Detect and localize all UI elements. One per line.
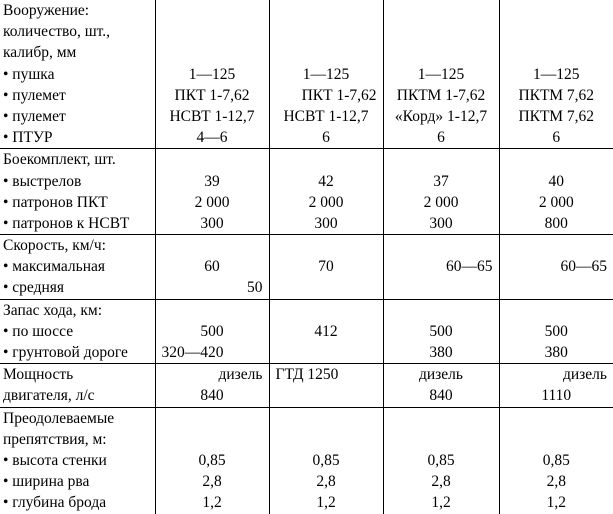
spec-value-line: ПКТ 1-7,62 (301, 86, 377, 104)
spec-value-line: 1—125 (533, 65, 580, 83)
spec-value-line (270, 342, 383, 363)
spec-label-line: • ПТУР (3, 129, 53, 147)
spec-value-line: 1110 (541, 387, 572, 405)
spec-label-line: Боекомплект, шт. (3, 151, 116, 169)
spec-value-line (156, 408, 269, 429)
spec-value-line (156, 0, 269, 21)
spec-label-line: Преодолеваемые (3, 409, 115, 427)
spec-value-line: 0,85 (312, 451, 340, 469)
spec-value-cell (269, 407, 383, 513)
spec-value-cell (499, 149, 613, 235)
spec-value-line (270, 429, 383, 450)
spec-group-row (0, 407, 613, 513)
spec-value-line: 500 (200, 322, 224, 340)
spec-label-line: • грунтовой дороге (3, 344, 128, 361)
spec-value-cell (383, 235, 499, 300)
spec-value-line (270, 277, 383, 298)
spec-value-line (500, 408, 613, 429)
spec-value-line: 840 (200, 387, 224, 405)
spec-value-line (156, 429, 269, 450)
spec-value-line: 380 (429, 344, 453, 361)
spec-label-line: • пулемет (3, 107, 66, 125)
spec-value-line: 2,8 (316, 473, 336, 491)
spec-value-cell (155, 407, 269, 513)
spec-label-cell (0, 299, 155, 364)
spec-value-cell (155, 299, 269, 364)
spec-label-line: • патронов ПКТ (3, 193, 108, 211)
spec-value-cell (499, 299, 613, 364)
spec-value-line: 0,85 (198, 451, 226, 469)
spec-label-line: Скорость, км/ч: (3, 237, 106, 255)
spec-value-cell (499, 0, 613, 149)
spec-label-line: • средняя (3, 279, 65, 297)
spec-value-line (270, 0, 383, 21)
spec-value-line: 37 (433, 172, 449, 190)
spec-label-line: • глубина брода (3, 494, 107, 512)
spec-label-line: Мощность (3, 366, 74, 384)
spec-value-line (384, 0, 499, 21)
spec-label-cell (0, 0, 155, 149)
spec-value-line: 39 (204, 172, 220, 190)
spec-value-line: 500 (429, 322, 453, 340)
spec-value-line: ПКТМ 1-7,62 (396, 86, 486, 104)
spec-value-line (384, 149, 499, 170)
spec-value-cell (155, 235, 269, 300)
spec-value-line: ГТД 1250 (275, 366, 339, 384)
spec-value-line: 500 (544, 322, 568, 340)
spec-value-line: 1,2 (202, 494, 222, 512)
spec-value-line (156, 235, 269, 256)
spec-value-line: 412 (314, 322, 338, 340)
spec-label-line: • патронов к НСВТ (3, 214, 130, 232)
spec-value-line: 300 (314, 214, 338, 232)
spec-value-line: ПКТМ 7,62 (518, 107, 595, 125)
spec-value-line: 1,2 (431, 494, 451, 512)
spec-value-line: 1,2 (316, 494, 336, 512)
spec-value-line: 2 000 (423, 193, 459, 211)
spec-value-line (156, 42, 269, 63)
spec-value-line: 60—65 (560, 258, 607, 276)
spec-value-cell (499, 407, 613, 513)
spec-value-cell (269, 235, 383, 300)
spec-value-line: 50 (247, 279, 263, 297)
spec-group-row (0, 364, 613, 407)
spec-value-line: ПКТМ 7,62 (518, 86, 595, 104)
spec-value-line (500, 149, 613, 170)
spec-label-line: двигателя, л/с (3, 387, 95, 405)
spec-value-line (500, 21, 613, 42)
spec-value-line: 42 (318, 172, 334, 190)
spec-group-row (0, 0, 613, 149)
spec-value-line: 1—125 (188, 65, 236, 83)
spec-label-line: • пушка (3, 65, 55, 83)
spec-label-line: • выстрелов (3, 172, 82, 190)
spec-value-cell (383, 407, 499, 513)
spec-value-line (270, 408, 383, 429)
spec-value-cell (383, 299, 499, 364)
spec-label-line: препятствия, м: (3, 430, 107, 448)
spec-value-line: дизель (419, 366, 463, 384)
spec-value-cell (155, 0, 269, 149)
spec-value-line (500, 42, 613, 63)
spec-value-line: 70 (318, 258, 334, 276)
spec-label-line: Вооружение: (3, 2, 90, 19)
spec-value-line (270, 385, 383, 406)
spec-value-line: 2,8 (202, 473, 222, 491)
spec-value-line: 2,8 (546, 473, 566, 491)
spec-value-cell (155, 364, 269, 407)
spec-label-line: калибр, мм (3, 44, 77, 62)
spec-value-line (500, 429, 613, 450)
spec-value-line: 2,8 (431, 473, 451, 491)
spec-value-cell (269, 299, 383, 364)
spec-label-cell (0, 407, 155, 513)
spec-value-line: 380 (544, 344, 568, 361)
spec-label-line: • пулемет (3, 86, 66, 104)
spec-value-line (270, 235, 383, 256)
spec-group-row (0, 149, 613, 235)
spec-value-line (384, 42, 499, 63)
spec-value-cell (383, 364, 499, 407)
spec-value-line: ПКТ 1-7,62 (174, 86, 250, 104)
spec-value-line (384, 235, 499, 256)
spec-value-cell (383, 0, 499, 149)
spec-value-line: 60—65 (446, 258, 493, 276)
spec-value-cell (383, 149, 499, 235)
spec-value-cell (155, 149, 269, 235)
spec-label-line: • по шоссе (3, 322, 74, 340)
spec-value-line: 320—420 (161, 344, 224, 361)
spec-label-cell (0, 149, 155, 235)
spec-label-line: • высота стенки (3, 451, 107, 469)
spec-value-line: 1—125 (302, 65, 350, 83)
spec-label-line: • максимальная (3, 258, 106, 276)
spec-group-row (0, 299, 613, 364)
spec-value-cell (499, 364, 613, 407)
spec-value-line: 6 (552, 129, 561, 147)
spec-value-line: 2 000 (538, 193, 574, 211)
spec-label-cell (0, 364, 155, 407)
spec-value-line (384, 300, 499, 321)
spec-value-line: 60 (204, 258, 220, 276)
spec-value-line: 4—6 (196, 129, 228, 147)
spec-value-line (500, 235, 613, 256)
spec-value-line (270, 149, 383, 170)
spec-value-line (156, 300, 269, 321)
spec-value-line: 1,2 (546, 494, 566, 512)
spec-value-line (384, 408, 499, 429)
spec-value-line: 1—125 (417, 65, 465, 83)
spec-value-cell (499, 235, 613, 300)
spec-value-line: НСВТ 1-12,7 (283, 107, 369, 125)
spec-value-line: 40 (548, 172, 564, 190)
spec-value-line (270, 21, 383, 42)
spec-label-cell (0, 235, 155, 300)
spec-label-line: Запас хода, км: (3, 301, 102, 319)
spec-value-cell (269, 0, 383, 149)
spec-value-line (270, 300, 383, 321)
spec-value-cell (269, 364, 383, 407)
spec-value-line: 300 (429, 214, 453, 232)
spec-value-line (500, 277, 613, 298)
spec-value-line: дизель (563, 366, 607, 384)
spec-value-line: 800 (544, 214, 568, 232)
spec-value-line (270, 42, 383, 63)
spec-value-line: НСВТ 1-12,7 (169, 107, 255, 125)
spec-value-line: 0,85 (542, 451, 570, 469)
spec-value-line: дизель (218, 366, 263, 384)
spec-value-line (500, 0, 613, 21)
spec-value-line: 6 (322, 129, 330, 147)
spec-value-line (156, 21, 269, 42)
spec-label-line: количество, шт., (3, 23, 111, 41)
spec-value-line: «Корд» 1-12,7 (394, 107, 488, 125)
spec-value-cell (269, 149, 383, 235)
spec-value-line: 300 (200, 214, 224, 232)
spec-value-line: 0,85 (427, 451, 455, 469)
spec-value-line (384, 21, 499, 42)
spec-value-line (500, 300, 613, 321)
spec-value-line: 2 000 (194, 193, 230, 211)
spec-value-line (384, 277, 499, 298)
spec-value-line: 840 (429, 387, 453, 405)
spec-value-line (384, 429, 499, 450)
spec-value-line (156, 149, 269, 170)
spec-label-line: • ширина рва (3, 473, 90, 491)
spec-value-line: 6 (437, 129, 445, 147)
spec-group-row (0, 235, 613, 300)
spec-value-line: 2 000 (308, 193, 344, 211)
